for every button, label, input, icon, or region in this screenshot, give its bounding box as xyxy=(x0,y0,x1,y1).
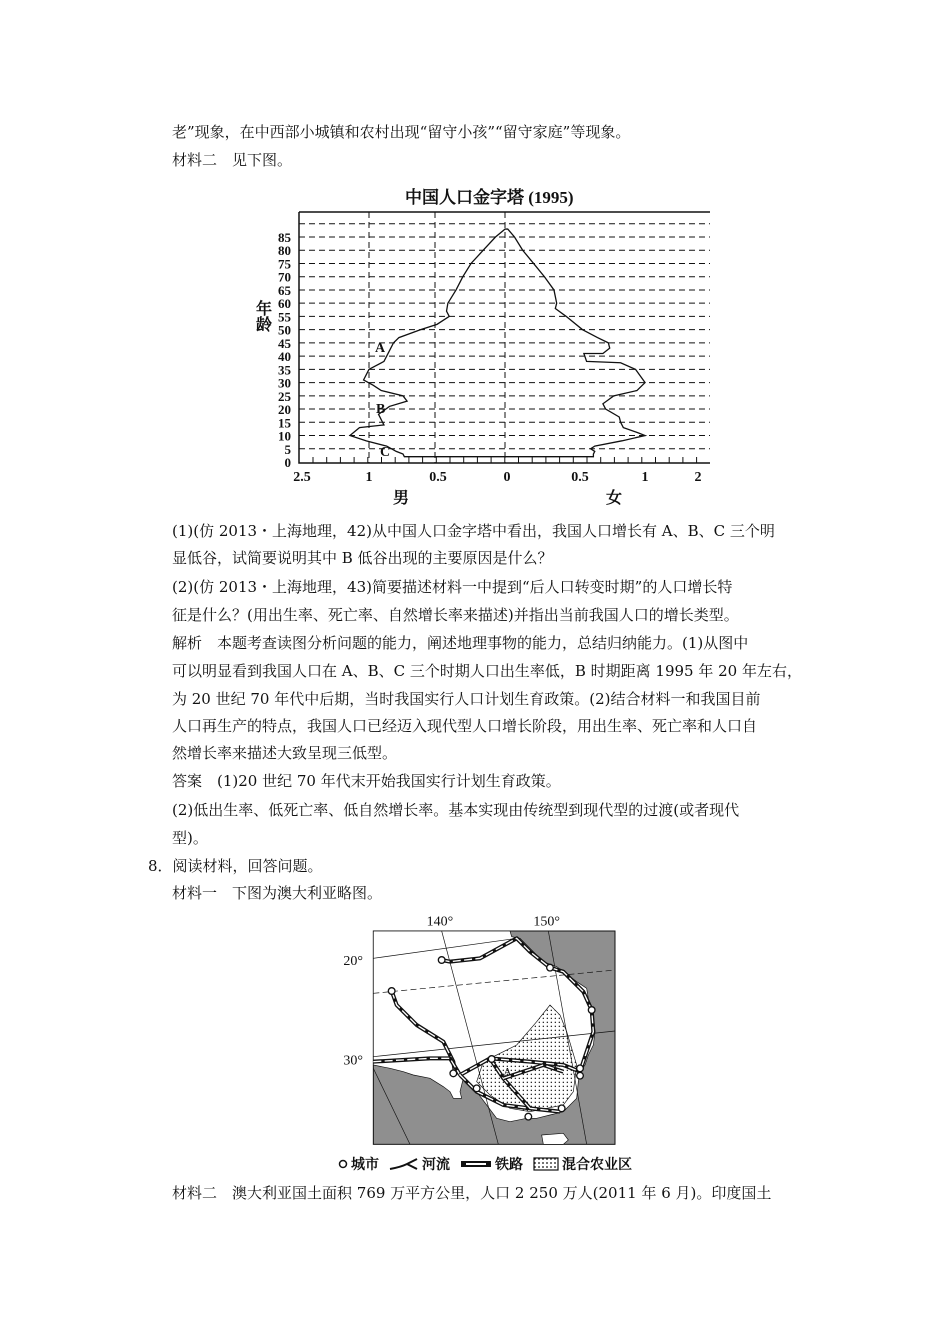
analysis-line: 解析 本题考查读图分析问题的能力，阐述地理事物的能力，总结归纳能力。(1)从图中 xyxy=(172,634,749,652)
city-icon xyxy=(338,1159,348,1169)
y-tick-label: 35 xyxy=(278,362,291,378)
population-pyramid-chart xyxy=(250,180,720,510)
tasmania-island xyxy=(542,1133,569,1144)
railway-icon xyxy=(460,1159,492,1169)
material-2-line: 材料二 澳大利亚国土面积 769 万平方公里，人口 2 250 万人(2011 年 6 月)。印度国土 xyxy=(172,1184,772,1202)
lat-label-20: 20° xyxy=(343,954,363,969)
y-tick-label: 20 xyxy=(278,402,291,418)
city-marker xyxy=(547,964,554,971)
river-icon xyxy=(389,1157,419,1171)
question-1-line: 显低谷，试简要说明其中 B 低谷出现的主要原因是什么？ xyxy=(172,549,553,567)
x-tick-label: 2 xyxy=(694,470,702,485)
city-marker xyxy=(488,1056,495,1063)
city-marker xyxy=(388,988,395,995)
city-marker xyxy=(438,957,445,964)
analysis-line: 为 20 世纪 70 年代中后期，当时我国实行人口计划生育政策。(2)结合材料一和我国目前 xyxy=(172,690,761,708)
material-1-line: 材料一 下图为澳大利亚略图。 xyxy=(172,884,383,902)
text-line: 老”现象，在中西部小城镇和农村出现“留守小孩”“留守家庭”等现象。 xyxy=(172,123,631,141)
question-2-line: 征是什么？(用出生率、死亡率、自然增长率来描述)并指出当前我国人口的增长类型。 xyxy=(172,606,739,624)
lon-label-150: 150° xyxy=(533,914,560,930)
y-tick-label: 15 xyxy=(278,415,291,431)
legend-railway-label: 铁路 xyxy=(495,1157,523,1173)
analysis-line: 可以明显看到我国人口在 A、B、C 三个时期人口出生率低，B 时期距离 1995 年 20 年左右， xyxy=(172,662,802,680)
y-axis-label: 年龄 xyxy=(253,300,271,332)
y-tick-label: 85 xyxy=(278,230,291,246)
city-marker xyxy=(577,1065,584,1072)
legend-river-label: 河流 xyxy=(422,1157,450,1173)
x-tick-label: 0 xyxy=(503,470,511,485)
text-line: 材料二 见下图。 xyxy=(172,151,293,169)
trough-label-a: A xyxy=(375,341,386,356)
x-tick-label: 1 xyxy=(365,470,373,485)
trough-label-b: B xyxy=(376,402,386,417)
lon-label-140: 140° xyxy=(426,914,454,930)
city-marker xyxy=(577,1072,584,1079)
analysis-line: 然增长率来描述大致呈现三低型。 xyxy=(172,744,398,762)
city-marker xyxy=(450,1070,457,1077)
x-tick-label: 0.5 xyxy=(571,470,589,485)
agriculture-icon xyxy=(533,1157,559,1171)
answer-line: (2)低出生率、低死亡率、低自然增长率。基本实现由传统型到现代型的过渡(或者现代 xyxy=(172,801,740,819)
y-tick-label: 10 xyxy=(278,428,291,444)
y-tick-label: 30 xyxy=(278,375,291,391)
question-2-line: (2)(仿 2013・上海地理，43)简要描述材料一中提到“后人口转变时期”的人口增长特 xyxy=(172,578,733,596)
answer-line: 答案 (1)20 世纪 70 年代末开始我国实行计划生育政策。 xyxy=(172,772,561,790)
y-tick-label: 65 xyxy=(278,282,291,298)
city-marker xyxy=(558,1105,565,1112)
y-tick-label: 45 xyxy=(278,335,291,351)
legend-city-label: 城市 xyxy=(351,1157,379,1173)
lat-label-30: 30° xyxy=(343,1053,363,1069)
city-marker xyxy=(525,1113,532,1120)
y-tick-label: 75 xyxy=(278,256,291,272)
x-tick-label: 2.5 xyxy=(293,470,311,485)
city-marker xyxy=(588,1007,595,1014)
map-legend xyxy=(338,1154,638,1174)
legend-agriculture xyxy=(533,1154,632,1174)
answer-line: 型)。 xyxy=(172,829,208,847)
question-8-heading: 8．阅读材料，回答问题。 xyxy=(148,857,323,875)
legend-city xyxy=(338,1154,379,1174)
y-tick-label: 55 xyxy=(278,309,291,325)
point-a-label: A xyxy=(503,1066,512,1079)
city-marker xyxy=(473,1085,480,1092)
y-tick-label: 50 xyxy=(278,322,291,338)
legend-railway xyxy=(460,1154,523,1174)
y-tick-label: 5 xyxy=(284,441,291,457)
male-axis-label: 男 xyxy=(393,490,410,507)
y-tick-label: 25 xyxy=(278,388,291,404)
y-tick-label: 70 xyxy=(278,269,291,285)
y-tick-label: 80 xyxy=(278,243,291,259)
analysis-line: 人口再生产的特点，我国人口已经迈入现代型人口增长阶段，用出生率、死亡率和人口自 xyxy=(172,717,758,735)
question-1-line: (1)(仿 2013・上海地理，42)从中国人口金字塔中看出，我国人口增长有 A、B、C 三个明 xyxy=(172,522,775,540)
chart-title: 中国人口金字塔 (1995) xyxy=(405,188,574,207)
y-tick-label: 60 xyxy=(278,296,291,312)
female-axis-label: 女 xyxy=(606,490,623,507)
trough-label-c: C xyxy=(380,445,391,460)
legend-agriculture-label: 混合农业区 xyxy=(562,1157,632,1173)
x-tick-label: 0.5 xyxy=(429,470,447,485)
legend-river xyxy=(389,1154,450,1174)
y-tick-label: 0 xyxy=(284,455,291,470)
x-tick-label: 1 xyxy=(641,470,649,485)
y-tick-label: 40 xyxy=(278,349,291,365)
australia-map xyxy=(330,905,650,1150)
